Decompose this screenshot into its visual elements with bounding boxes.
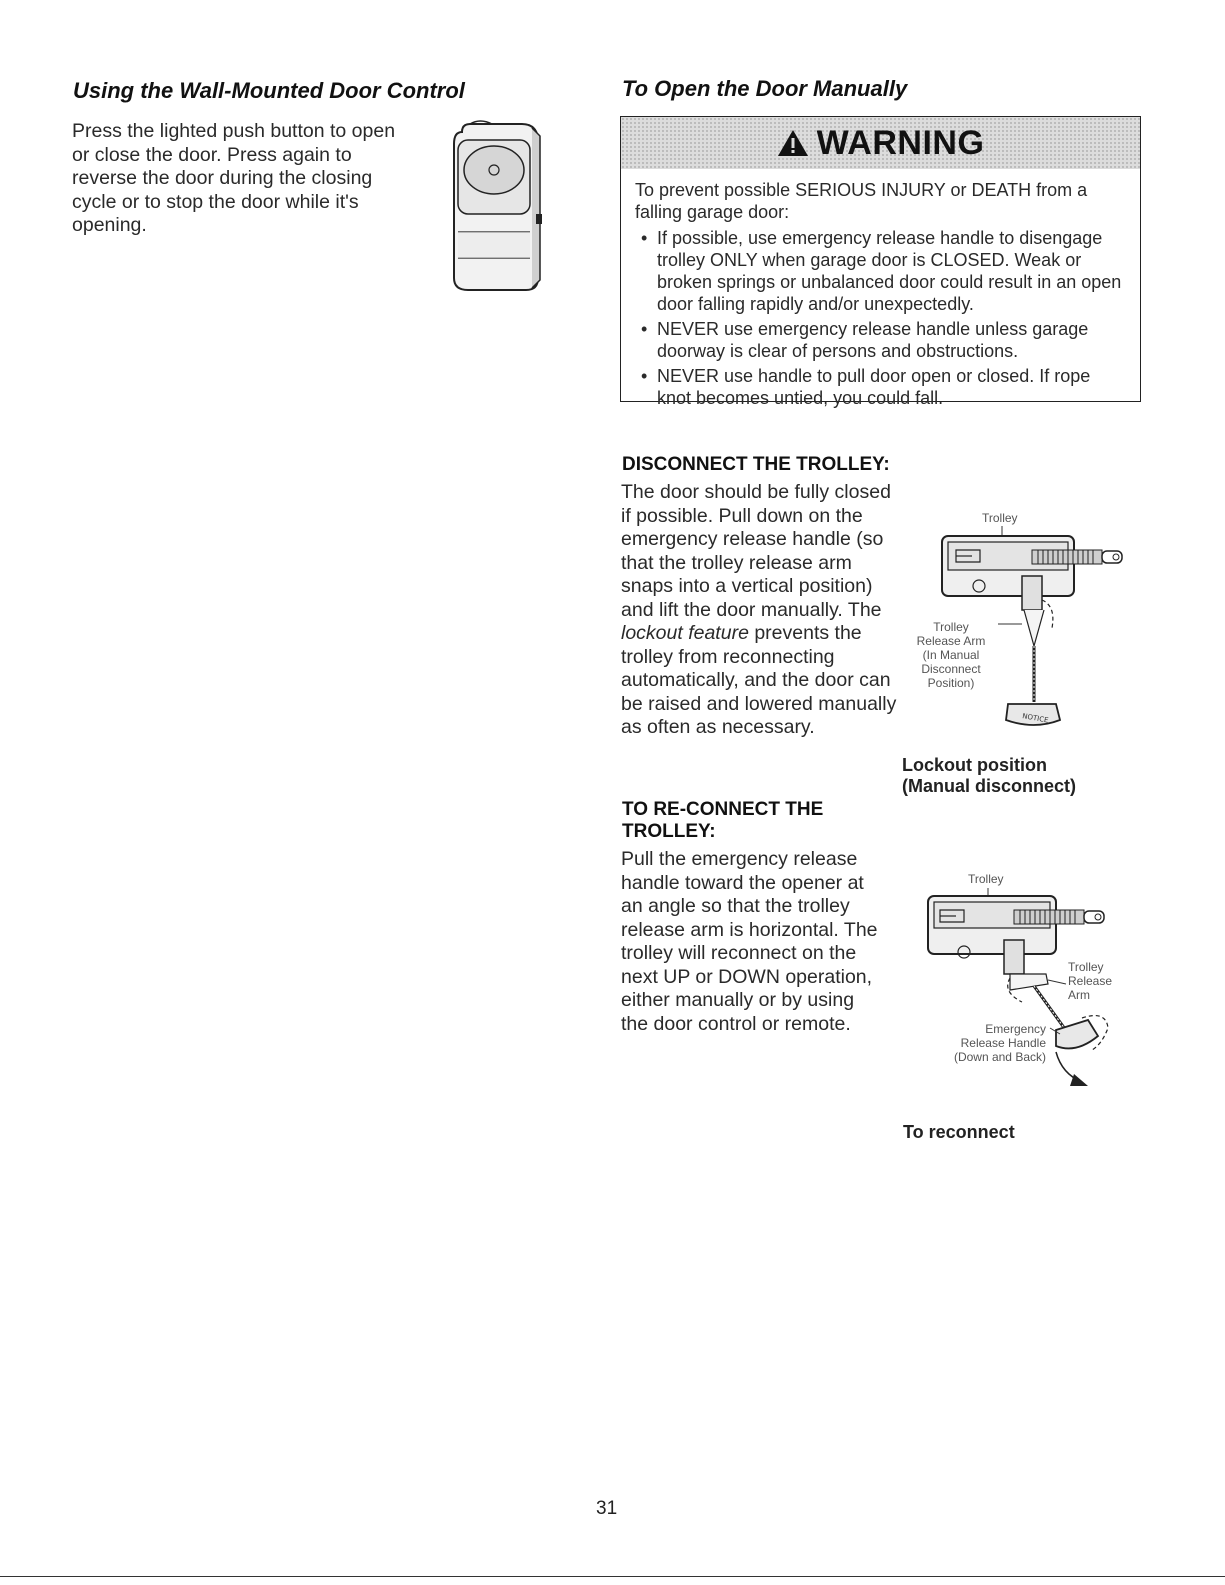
- wall-control-illustration: [440, 118, 550, 296]
- disconnect-heading: DISCONNECT THE TROLLEY:: [622, 454, 890, 475]
- disconnect-paragraph: The door should be fully closed if possible. Pull down on the emergency release handle (so that the trolley release arm snaps into a vertical position) and lift the door manually. The lockout feature prevents the trolley from reconnecting automatically, and the door can be raised and lowered manually as often as necessary.: [621, 481, 897, 738]
- warning-bullet: • NEVER use handle to pull door open or closed. If rope knot becomes untied, you could fall.: [635, 365, 1126, 409]
- figure-lockout-caption: Lockout position (Manual disconnect): [902, 755, 1077, 796]
- fig2-label-handle: Emergency Release Handle (Down and Back): [953, 1022, 1046, 1064]
- figure-lockout: [906, 506, 1136, 746]
- section-heading-wall-control: Using the Wall-Mounted Door Control: [73, 78, 465, 103]
- wall-control-paragraph: Press the lighted push button to open or close the door. Press again to reverse the door during the closing cycle or to stop the door while it's opening.: [72, 120, 396, 236]
- warning-title: WARNING: [816, 123, 985, 162]
- section-heading-open-manually: To Open the Door Manually: [622, 76, 908, 101]
- fig2-label-release-arm: Trolley Release Arm: [1068, 960, 1113, 1002]
- warning-bullet: • If possible, use emergency release handle to disengage trolley ONLY when garage door is CLOSED. Weak or broken springs or unbalanced door could result in an open door falling rapidly and/or unexpectedly.: [635, 227, 1126, 315]
- reconnect-heading: TO RE-CONNECT THE TROLLEY:: [622, 799, 824, 842]
- fig1-label-release-arm: Trolley Release Arm (In Manual Disconnect Position): [916, 620, 986, 690]
- fig2-label-trolley: Trolley: [968, 872, 1004, 886]
- reconnect-paragraph: Pull the emergency release handle toward the opener at an angle so that the trolley release arm is horizontal. The trolley will reconnect on the next UP or DOWN operation, either manually or by using the door control or remote.: [621, 848, 878, 1035]
- footer-rule: [0, 1576, 1225, 1577]
- warning-bullet: • NEVER use emergency release handle unless garage doorway is clear of persons and obstructions.: [635, 318, 1126, 362]
- figure-reconnect: [906, 868, 1136, 1108]
- warning-box: [620, 116, 1141, 408]
- svg-text:NOTICE: NOTICE: [1021, 712, 1050, 725]
- fig1-label-trolley: Trolley: [982, 511, 1018, 525]
- warning-triangle-icon: [777, 129, 809, 157]
- warning-banner: [621, 117, 1140, 169]
- page-number: 31: [596, 1498, 618, 1519]
- warning-intro: To prevent possible SERIOUS INJURY or DEATH from a falling garage door:: [635, 180, 1088, 222]
- figure-reconnect-caption: To reconnect: [903, 1122, 1015, 1142]
